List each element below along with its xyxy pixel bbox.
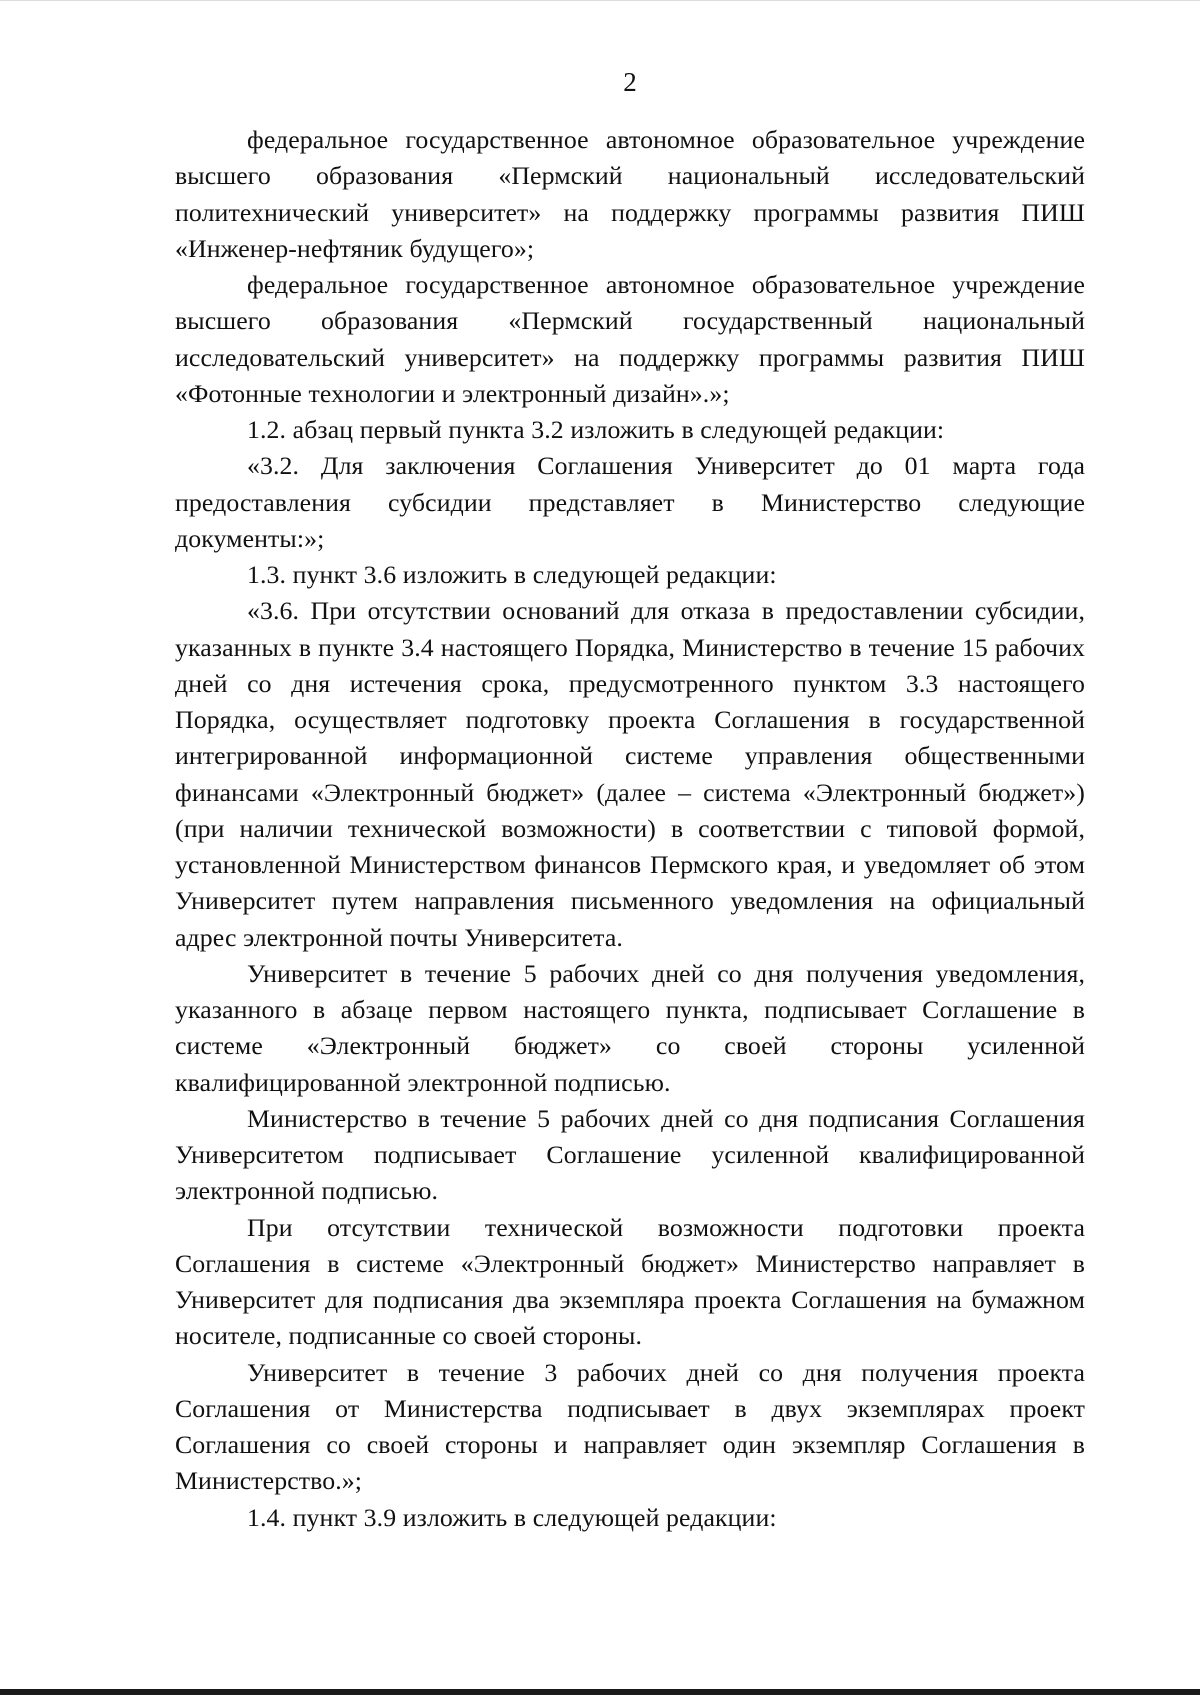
paragraph-item-1-3: 1.3. пункт 3.6 изложить в следующей редакции: xyxy=(247,560,777,589)
paragraph-clause-3-6: «3.6. При отсутствии оснований для отказа в предоставлении субсидии, указанных в пункте 3.4 настоящего Порядка, Министерство в течение 15 рабочих дней со дня истечения срока, предусмотренного пунктом 3.3 настоящего Порядка, осуществляет подготовку проекта Соглашения в государственной интегрированной информационной системе управления общественными финансами «Электронный бюджет» (далее – система «Электронный бюджет») (при наличии технической возможности) в соответствии с типовой формой, установленной Министерством финансов Пермского края, и уведомляет об этом Университет путем направления письменного уведомления на официальный адрес электронной почты Университета. xyxy=(175,596,1085,952)
scan-top-edge xyxy=(0,0,1200,1)
scan-bottom-edge xyxy=(0,1689,1200,1695)
paragraph-university-psu: федеральное государственное автономное образовательное учреждение высшего образования «Пермский государственный национальный исследовательский университет» на поддержку программы развития ПИШ «Фотонные технологии и электронный дизайн».»; xyxy=(175,270,1085,408)
paragraph-university-pnipu: федеральное государственное автономное образовательное учреждение высшего образования «Пермский национальный исследовательский политехнический университет» на поддержку программы развития ПИШ «Инженер-нефтяник будущего»; xyxy=(175,125,1085,263)
paragraph-paper-copies: При отсутствии технической возможности подготовки проекта Соглашения в системе «Электронный бюджет» Министерство направляет в Университет для подписания два экземпляра проекта Соглашения на бумажном носителе, подписанные со своей стороны. xyxy=(175,1212,1085,1351)
paragraph-item-1-4: 1.4. пункт 3.9 изложить в следующей редакции: xyxy=(247,1502,777,1532)
page-number: 2 xyxy=(623,67,637,97)
paragraph-university-signing: Университет в течение 5 рабочих дней со дня получения уведомления, указанного в абзаце первом настоящего пункта, подписывает Соглашение в системе «Электронный бюджет» со своей стороны усиленной квалифицированной электронной подписью. xyxy=(175,958,1085,1097)
paragraph-clause-3-2: «3.2. Для заключения Соглашения Университет до 01 марта года предоставления субсидии представляет в Министерство следующие документы:»; xyxy=(175,451,1085,553)
document-body xyxy=(175,122,1085,1536)
paragraph-ministry-signing: Министерство в течение 5 рабочих дней со дня подписания Соглашения Университетом подписывает Соглашение усиленной квалифицированной электронной подписью. xyxy=(175,1103,1085,1206)
paragraph-return-copy: Университет в течение 3 рабочих дней со дня получения проекта Соглашения от Министерства подписывает в двух экземплярах проект Соглашения со своей стороны и направляет один экземпляр Соглашения в Министерство.»; xyxy=(175,1357,1085,1496)
paragraph-item-1-2: 1.2. абзац первый пункта 3.2 изложить в следующей редакции: xyxy=(247,415,945,444)
